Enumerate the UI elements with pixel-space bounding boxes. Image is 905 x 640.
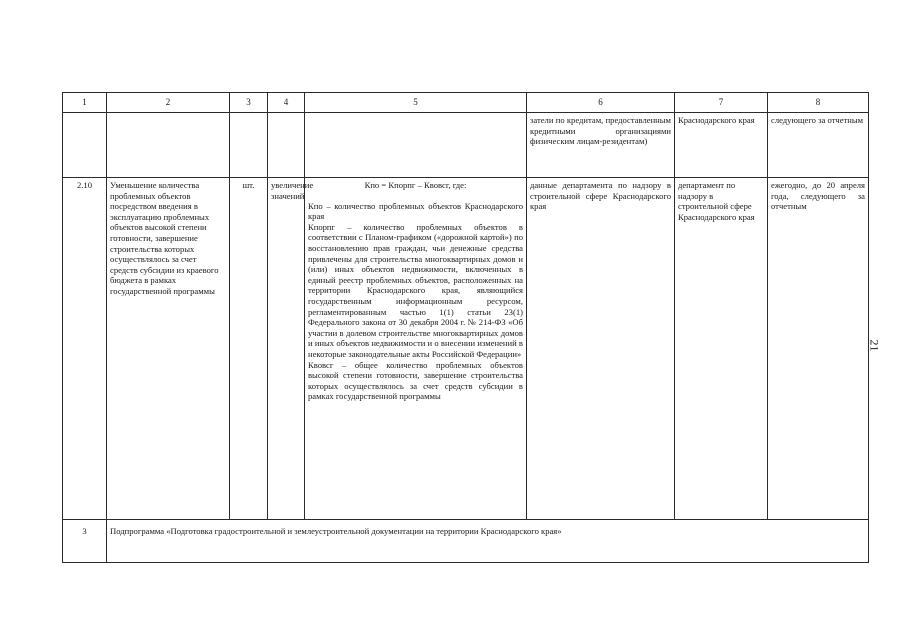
indicator-name: Уменьшение количества проблемных объектов посредством введения в эксплуатацию проблемных объектов высокой степени готовности, завершение строительства которых осуществлялось за счет средств субсидии из краевого бюджета в рамках государственной программы — [107, 178, 230, 520]
definition-kvovsg: Квовсг – общее количество проблемных объектов высокой степени готовности, завершение строительства которых осуществлялось за счет средств субсидии в рамках государственной программы — [308, 359, 523, 402]
header-cell-4: 4 — [268, 93, 305, 113]
page-number: 21 — [867, 339, 882, 352]
subprogram-row — [63, 520, 869, 563]
calculation-method — [305, 178, 527, 520]
subprogram-title: Подпрограмма «Подготовка градостроительной и землеустроительной документации на территории Краснодарского края» — [107, 520, 869, 563]
unit-of-measure: шт. — [230, 178, 268, 520]
data-source: данные департамента по надзору в строительной сфере Краснодарского края — [527, 178, 675, 520]
definition-kpo: Кпо – количество проблемных объектов Краснодарского края — [308, 200, 523, 222]
subprogram-number: 3 — [63, 520, 107, 563]
header-cell-1: 1 — [63, 93, 107, 113]
continuation-source: затели по кредитам, предоставленным кредитными организациями физическим лицам-резидентам) — [527, 113, 675, 178]
table-row — [63, 178, 869, 520]
definition-kporpg: Кпорпг – количество проблемных объектов в соответствии с Планом-графиком («дорожной картой») по восстановлению прав граждан, чьи денежные средства привлечены для строительства многоквартирных домов и (или) иных объектов недвижимости, включенных в единый реестр проблемных объектов, расположенных на территории Краснодарского края, являющийся государственным информационным ресурсом, регламентированным частью 1(1) статьи 23(1) Федерального закона от 30 декабря 2004 г. № 214-ФЗ «Об участии в долевом строительстве многоквартирных домов и иных объектов недвижимости и о внесении изменений в некоторые законодательные акты Российской Федерации» — [308, 221, 523, 359]
empty-cell — [107, 113, 230, 178]
empty-cell — [305, 113, 527, 178]
header-cell-6: 6 — [527, 93, 675, 113]
header-row — [63, 93, 869, 113]
empty-cell — [268, 113, 305, 178]
empty-cell — [63, 113, 107, 178]
row-number: 2.10 — [63, 178, 107, 520]
empty-cell — [230, 113, 268, 178]
direction: увеличение значений — [268, 178, 305, 520]
continuation-deadline: следующего за отчетным — [768, 113, 869, 178]
header-cell-5: 5 — [305, 93, 527, 113]
continuation-responsible: Краснодарского края — [675, 113, 768, 178]
continuation-row — [63, 113, 869, 178]
formula: Кпо = Кпорпг – Квовсг, где: — [364, 180, 467, 190]
header-cell-3: 3 — [230, 93, 268, 113]
header-cell-2: 2 — [107, 93, 230, 113]
responsible-body: департамент по надзору в строительной сфере Краснодарского края — [675, 178, 768, 520]
header-cell-8: 8 — [768, 93, 869, 113]
indicator-table — [62, 92, 869, 563]
header-cell-7: 7 — [675, 93, 768, 113]
deadline: ежегодно, до 20 апреля года, следующего за отчетным — [768, 178, 869, 520]
